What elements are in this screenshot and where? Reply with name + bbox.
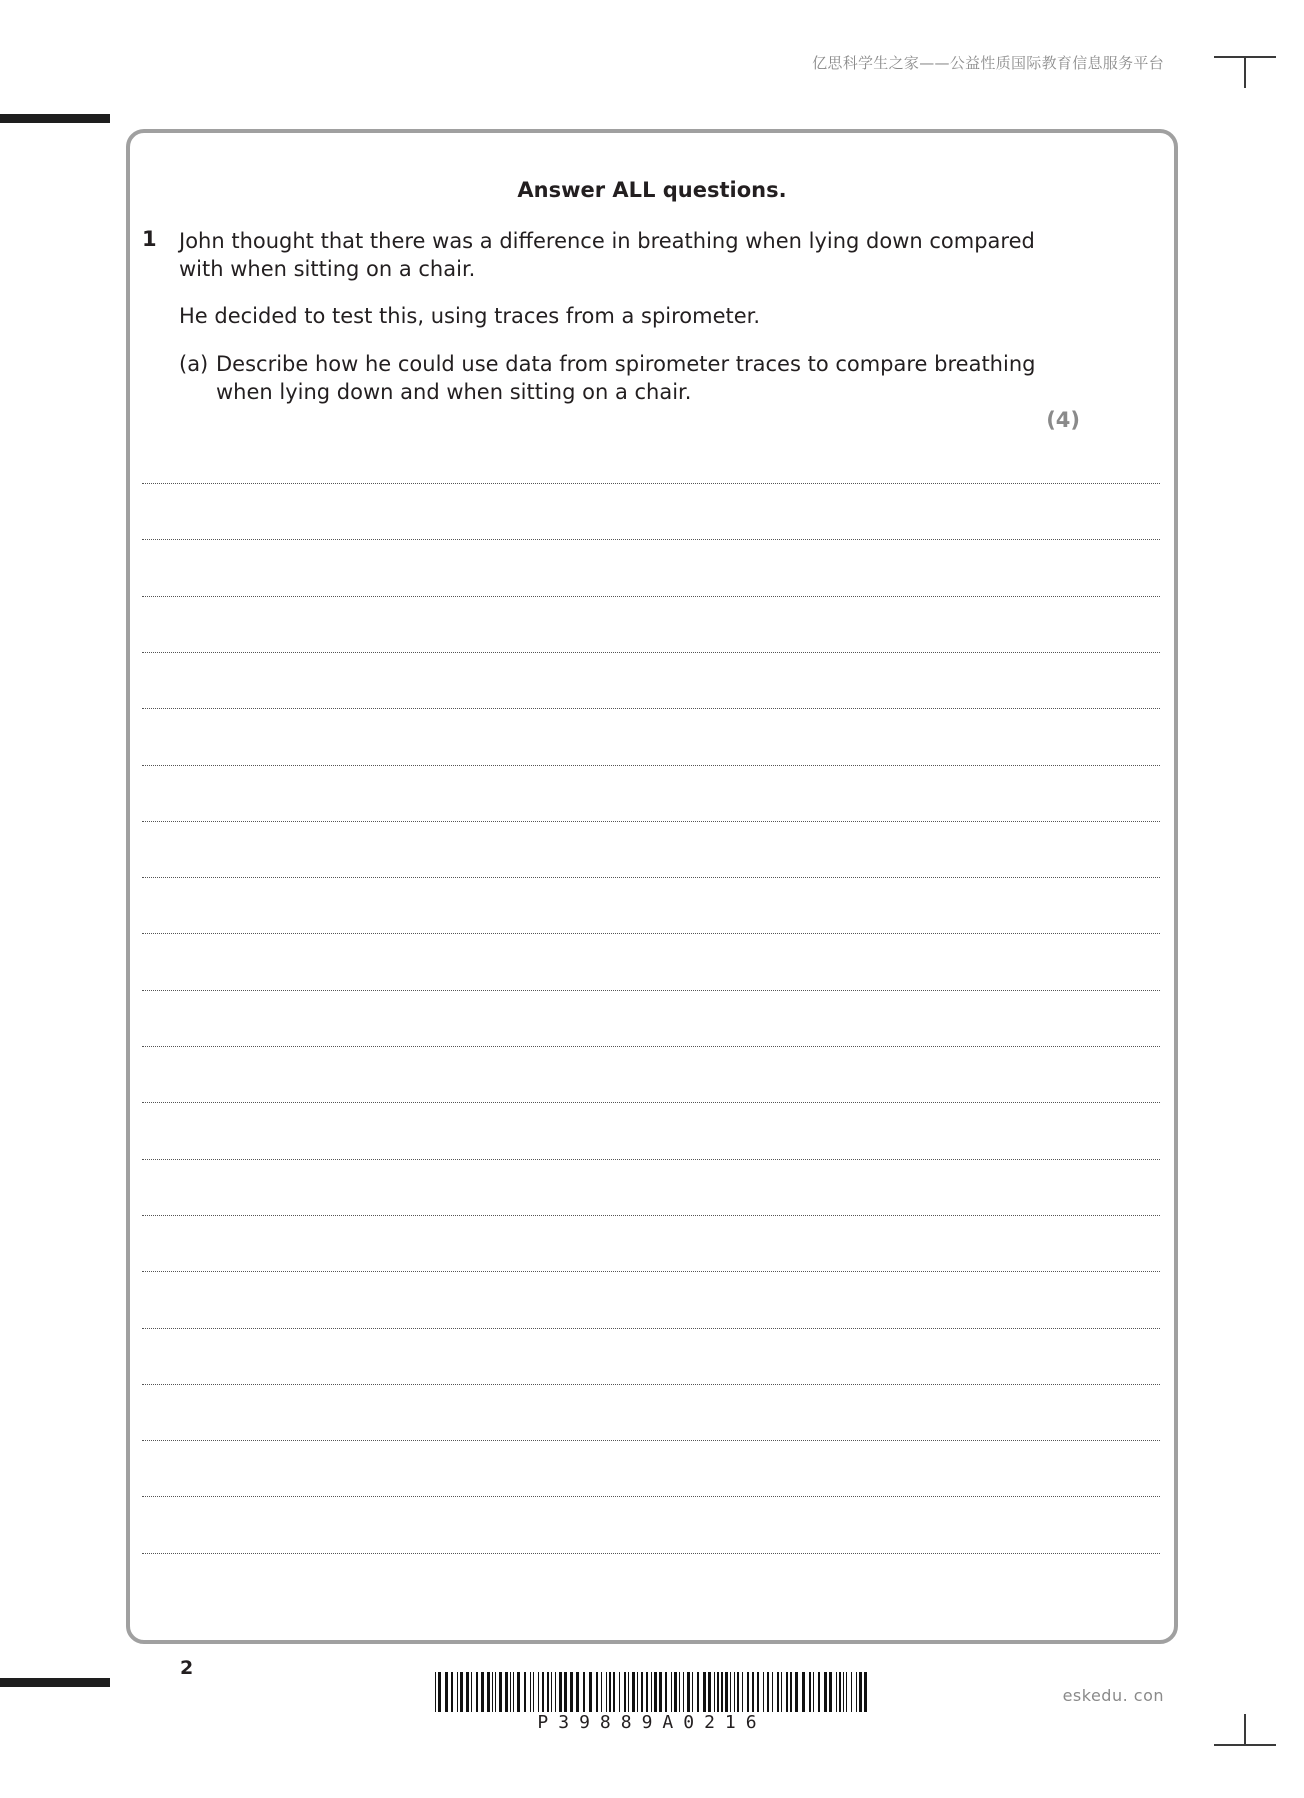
barcode-bar (530, 1672, 531, 1712)
barcode-bar (659, 1672, 662, 1712)
crop-mark-top-vertical (1244, 56, 1246, 88)
barcode-bar (674, 1672, 677, 1712)
question-number: 1 (142, 227, 157, 251)
barcode-bar (471, 1672, 472, 1712)
barcode-bar (492, 1672, 493, 1712)
barcode-bar (839, 1672, 841, 1712)
barcode-bar (624, 1672, 626, 1712)
barcode-bar (451, 1672, 453, 1712)
barcode-bar (824, 1672, 827, 1712)
part-a-label: (a) (179, 352, 209, 376)
barcode-bar (683, 1672, 684, 1712)
barcode-bar (856, 1672, 857, 1712)
barcode-bar (790, 1672, 792, 1712)
answer-line[interactable] (142, 877, 1160, 878)
barcode-bar (818, 1672, 820, 1712)
answer-line[interactable] (142, 1271, 1160, 1272)
barcode-number: P39889A0216 (537, 1712, 767, 1733)
barcode-bar (524, 1672, 526, 1712)
barcode-bar (859, 1672, 862, 1712)
part-a-line-1: Describe how he could use data from spirometer traces to compare breathing (216, 352, 1036, 376)
answer-lines[interactable] (142, 0, 1160, 1600)
barcode-bar (495, 1672, 496, 1712)
answer-line[interactable] (142, 1328, 1160, 1329)
barcode-bar (619, 1672, 620, 1712)
barcode-bar (665, 1672, 667, 1712)
barcode-bar (555, 1672, 556, 1712)
header-watermark: 亿思科学生之家——公益性质国际教育信息服务平台 (812, 54, 1164, 72)
barcode-bar (737, 1672, 739, 1712)
answer-line[interactable] (142, 1215, 1160, 1216)
answer-line[interactable] (142, 1384, 1160, 1385)
left-margin-bar-top (0, 114, 110, 123)
barcode-bar (829, 1672, 832, 1712)
barcode-bar (767, 1672, 769, 1712)
barcode-bar (628, 1672, 629, 1712)
barcode-bar (505, 1672, 508, 1712)
barcode-bar (564, 1672, 567, 1712)
barcode-bar (476, 1672, 478, 1712)
barcode-bar (637, 1672, 638, 1712)
barcode-bar (435, 1672, 436, 1712)
barcode-bar (671, 1672, 672, 1712)
footer-site-mark: eskedu. con (1062, 1686, 1164, 1705)
crop-mark-bottom-vertical (1244, 1714, 1246, 1746)
barcode-bar (692, 1672, 693, 1712)
barcode-bar (687, 1672, 690, 1712)
barcode-bar (551, 1672, 552, 1712)
barcode-bar (542, 1672, 544, 1712)
barcode-bar (438, 1672, 441, 1712)
barcode-bar (510, 1672, 511, 1712)
barcode-bar (747, 1672, 749, 1712)
barcode-bar (864, 1672, 867, 1712)
barcode-bar (457, 1672, 458, 1712)
answer-line[interactable] (142, 483, 1160, 484)
barcode-bar (781, 1672, 782, 1712)
question-intro: He decided to test this, using traces from a spirometer. (179, 304, 761, 328)
barcode-bar (757, 1672, 759, 1712)
barcode-bar (538, 1672, 539, 1712)
answer-line[interactable] (142, 1159, 1160, 1160)
answer-line[interactable] (142, 1496, 1160, 1497)
barcode-bar (460, 1672, 463, 1712)
barcode-bar (641, 1672, 643, 1712)
barcode-bar (570, 1672, 573, 1712)
part-a-marks: (4) (1046, 408, 1080, 432)
page-number: 2 (180, 1657, 194, 1679)
barcode-bar (613, 1672, 615, 1712)
answer-line[interactable] (142, 933, 1160, 934)
barcode-bar (513, 1672, 514, 1712)
barcode-bar (589, 1672, 592, 1712)
barcode-bar (499, 1672, 502, 1712)
barcode-bar (725, 1672, 728, 1712)
barcode-bar (752, 1672, 754, 1712)
barcode-bar (717, 1672, 719, 1712)
question-stem-line-2: with when sitting on a chair. (179, 257, 476, 281)
barcode-bar (846, 1672, 847, 1712)
barcode-bar (596, 1672, 598, 1712)
barcode-bar (466, 1672, 469, 1712)
answer-line[interactable] (142, 1553, 1160, 1554)
barcode-bar (721, 1672, 723, 1712)
part-a-line-2: when lying down and when sitting on a chair. (216, 380, 692, 404)
barcode-bar (836, 1672, 837, 1712)
left-margin-bar-bottom (0, 1678, 110, 1687)
barcode-bar (851, 1672, 852, 1712)
barcode-bar (559, 1672, 562, 1712)
barcode-bar (714, 1672, 715, 1712)
barcode-bar (481, 1672, 484, 1712)
barcode-bar (651, 1672, 652, 1712)
answer-line[interactable] (142, 821, 1160, 822)
barcode-bar (802, 1672, 805, 1712)
barcode-bar (646, 1672, 648, 1712)
barcode-bar (654, 1672, 657, 1712)
answer-line[interactable] (142, 652, 1160, 653)
barcode-bar (517, 1672, 520, 1712)
barcode-bar (487, 1672, 490, 1712)
barcode-bar (763, 1672, 764, 1712)
barcode-bar (533, 1672, 534, 1712)
answer-line[interactable] (142, 765, 1160, 766)
barcode-bar (703, 1672, 706, 1712)
answer-line[interactable] (142, 708, 1160, 709)
page-heading: Answer ALL questions. (517, 178, 787, 202)
barcode-bar (795, 1672, 798, 1712)
barcode-bar (742, 1672, 743, 1712)
barcode-bar (772, 1672, 773, 1712)
barcode-bar (697, 1672, 699, 1712)
barcode-bar (843, 1672, 844, 1712)
barcode-bar (609, 1672, 611, 1712)
barcode-bar (547, 1672, 549, 1712)
question-stem-line-1: John thought that there was a difference in breathing when lying down compared (179, 229, 1035, 253)
barcode-bar (730, 1672, 731, 1712)
barcode-bar (813, 1672, 814, 1712)
barcode-bar (786, 1672, 788, 1712)
barcode-bar (632, 1672, 635, 1712)
answer-line[interactable] (142, 1440, 1160, 1441)
barcode-bar (777, 1672, 779, 1712)
answer-line[interactable] (142, 596, 1160, 597)
answer-line[interactable] (142, 1102, 1160, 1103)
barcode-bar (679, 1672, 680, 1712)
barcode-bar (445, 1672, 448, 1712)
barcode-bar (576, 1672, 579, 1712)
answer-line[interactable] (142, 990, 1160, 991)
answer-line[interactable] (142, 1046, 1160, 1047)
barcode-bar (606, 1672, 607, 1712)
barcode-bar (734, 1672, 735, 1712)
barcode-bar (708, 1672, 711, 1712)
barcode-image (435, 1672, 869, 1712)
barcode-bar (583, 1672, 585, 1712)
answer-line[interactable] (142, 539, 1160, 540)
barcode-bar (601, 1672, 602, 1712)
barcode-bar (809, 1672, 811, 1712)
